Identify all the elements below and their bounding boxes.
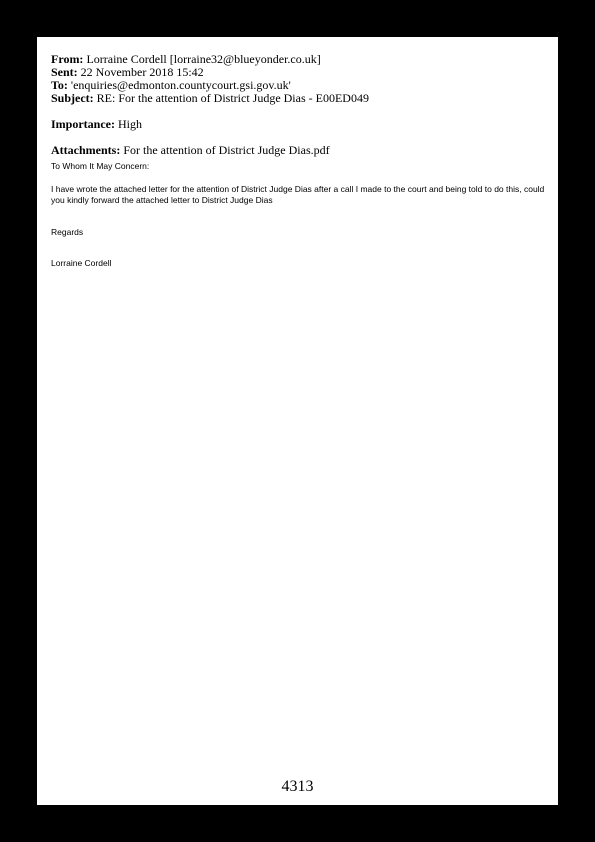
attachments-label: Attachments: (51, 143, 121, 157)
sent-label: Sent: (51, 65, 78, 79)
email-header (51, 53, 551, 157)
to-value: 'enquiries@edmonton.countycourt.gsi.gov.uk' (70, 78, 291, 92)
body-paragraph: I have wrote the attached letter for the attention of District Judge Dias after a call I made to the court and being told to do this, could you kindly forward the attached letter to District Judge Dias (51, 184, 545, 205)
closing-text: Regards (51, 227, 84, 237)
sent-value: 22 November 2018 15:42 (80, 65, 204, 79)
attachments-value: For the attention of District Judge Dias.pdf (123, 143, 330, 157)
email-body (51, 161, 546, 269)
attachments-line (51, 144, 551, 157)
subject-line (51, 92, 551, 105)
document-page (37, 37, 558, 805)
to-label: To: (51, 78, 68, 92)
importance-line (51, 118, 551, 131)
importance-value: High (117, 117, 142, 131)
page-number: 4313 (281, 778, 314, 795)
signature-text: Lorraine Cordell (51, 258, 112, 268)
from-label: From: (51, 52, 84, 66)
from-value: Lorraine Cordell [lorraine32@blueyonder.co.uk] (86, 52, 321, 66)
subject-value: RE: For the attention of District Judge Dias - E00ED049 (96, 91, 369, 105)
subject-label: Subject: (51, 91, 94, 105)
importance-label: Importance: (51, 117, 115, 131)
greeting-text: To Whom It May Concern: (51, 161, 150, 171)
